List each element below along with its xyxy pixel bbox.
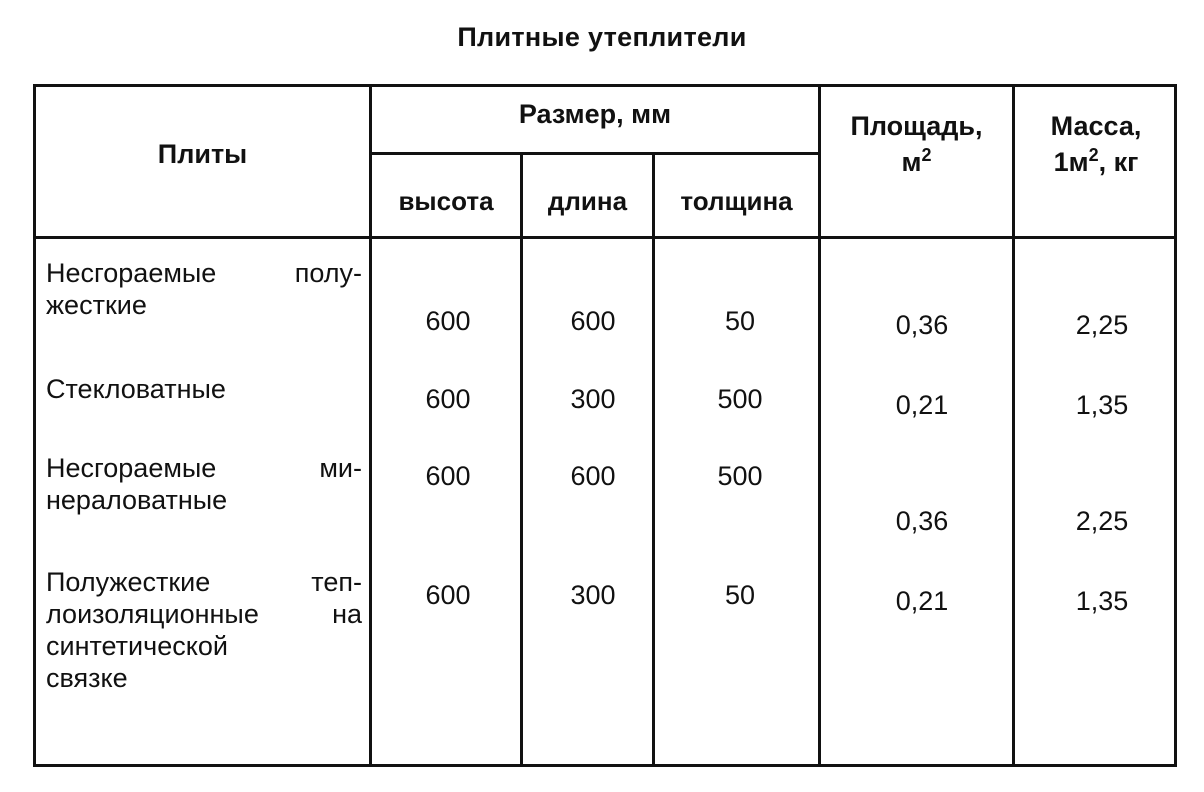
header-area-label: Площадь, [850, 111, 983, 141]
cell-thickness: 500 [717, 461, 763, 491]
col-divider [652, 152, 655, 767]
cell-thickness: 500 [717, 384, 763, 414]
cell-length: 600 [570, 306, 616, 336]
header-mass-label: Масса, [1050, 111, 1142, 141]
header-plates: Плиты [157, 139, 248, 169]
cell-mass: 1,35 [1075, 390, 1129, 420]
cell-mass: 2,25 [1075, 506, 1129, 536]
row-name: Полужесткие теп- лоизоляционные на синтетической связке [46, 567, 362, 693]
row-name: Несгораемые полу- жесткие [46, 258, 362, 320]
header-area-unit: $м^2$ [901, 145, 932, 177]
cell-length: 600 [570, 461, 616, 491]
cell-height: 600 [425, 580, 471, 610]
cell-height: 600 [425, 306, 471, 336]
header-area [821, 108, 1012, 180]
cell-area: 0,21 [895, 586, 949, 616]
cell-height: 600 [425, 461, 471, 491]
cell-mass: 1,35 [1075, 586, 1129, 616]
header-thickness: толщина [680, 186, 793, 216]
cell-mass: 2,25 [1075, 310, 1129, 340]
col-divider [818, 84, 821, 767]
row-divider [369, 152, 821, 155]
row-name: Несгораемые ми- нераловатные [46, 453, 362, 515]
cell-area: 0,36 [895, 506, 949, 536]
row-name: Стекловатные [46, 374, 226, 404]
cell-area: 0,21 [895, 390, 949, 420]
header-bottom-divider [33, 236, 1177, 239]
header-size: Размер, мм [518, 99, 672, 129]
header-mass [1015, 108, 1177, 180]
cell-area: 0,36 [895, 310, 949, 340]
cell-length: 300 [570, 384, 616, 414]
cell-thickness: 50 [724, 306, 756, 336]
cell-length: 300 [570, 580, 616, 610]
table-title: Плитные утеплители [457, 22, 747, 52]
header-height: высота [398, 186, 494, 216]
col-divider [1012, 84, 1015, 767]
header-length: длина [547, 186, 628, 216]
col-divider [520, 152, 523, 767]
header-mass-unit: $1м^2$, кг [1053, 145, 1139, 177]
cell-thickness: 50 [724, 580, 756, 610]
cell-height: 600 [425, 384, 471, 414]
